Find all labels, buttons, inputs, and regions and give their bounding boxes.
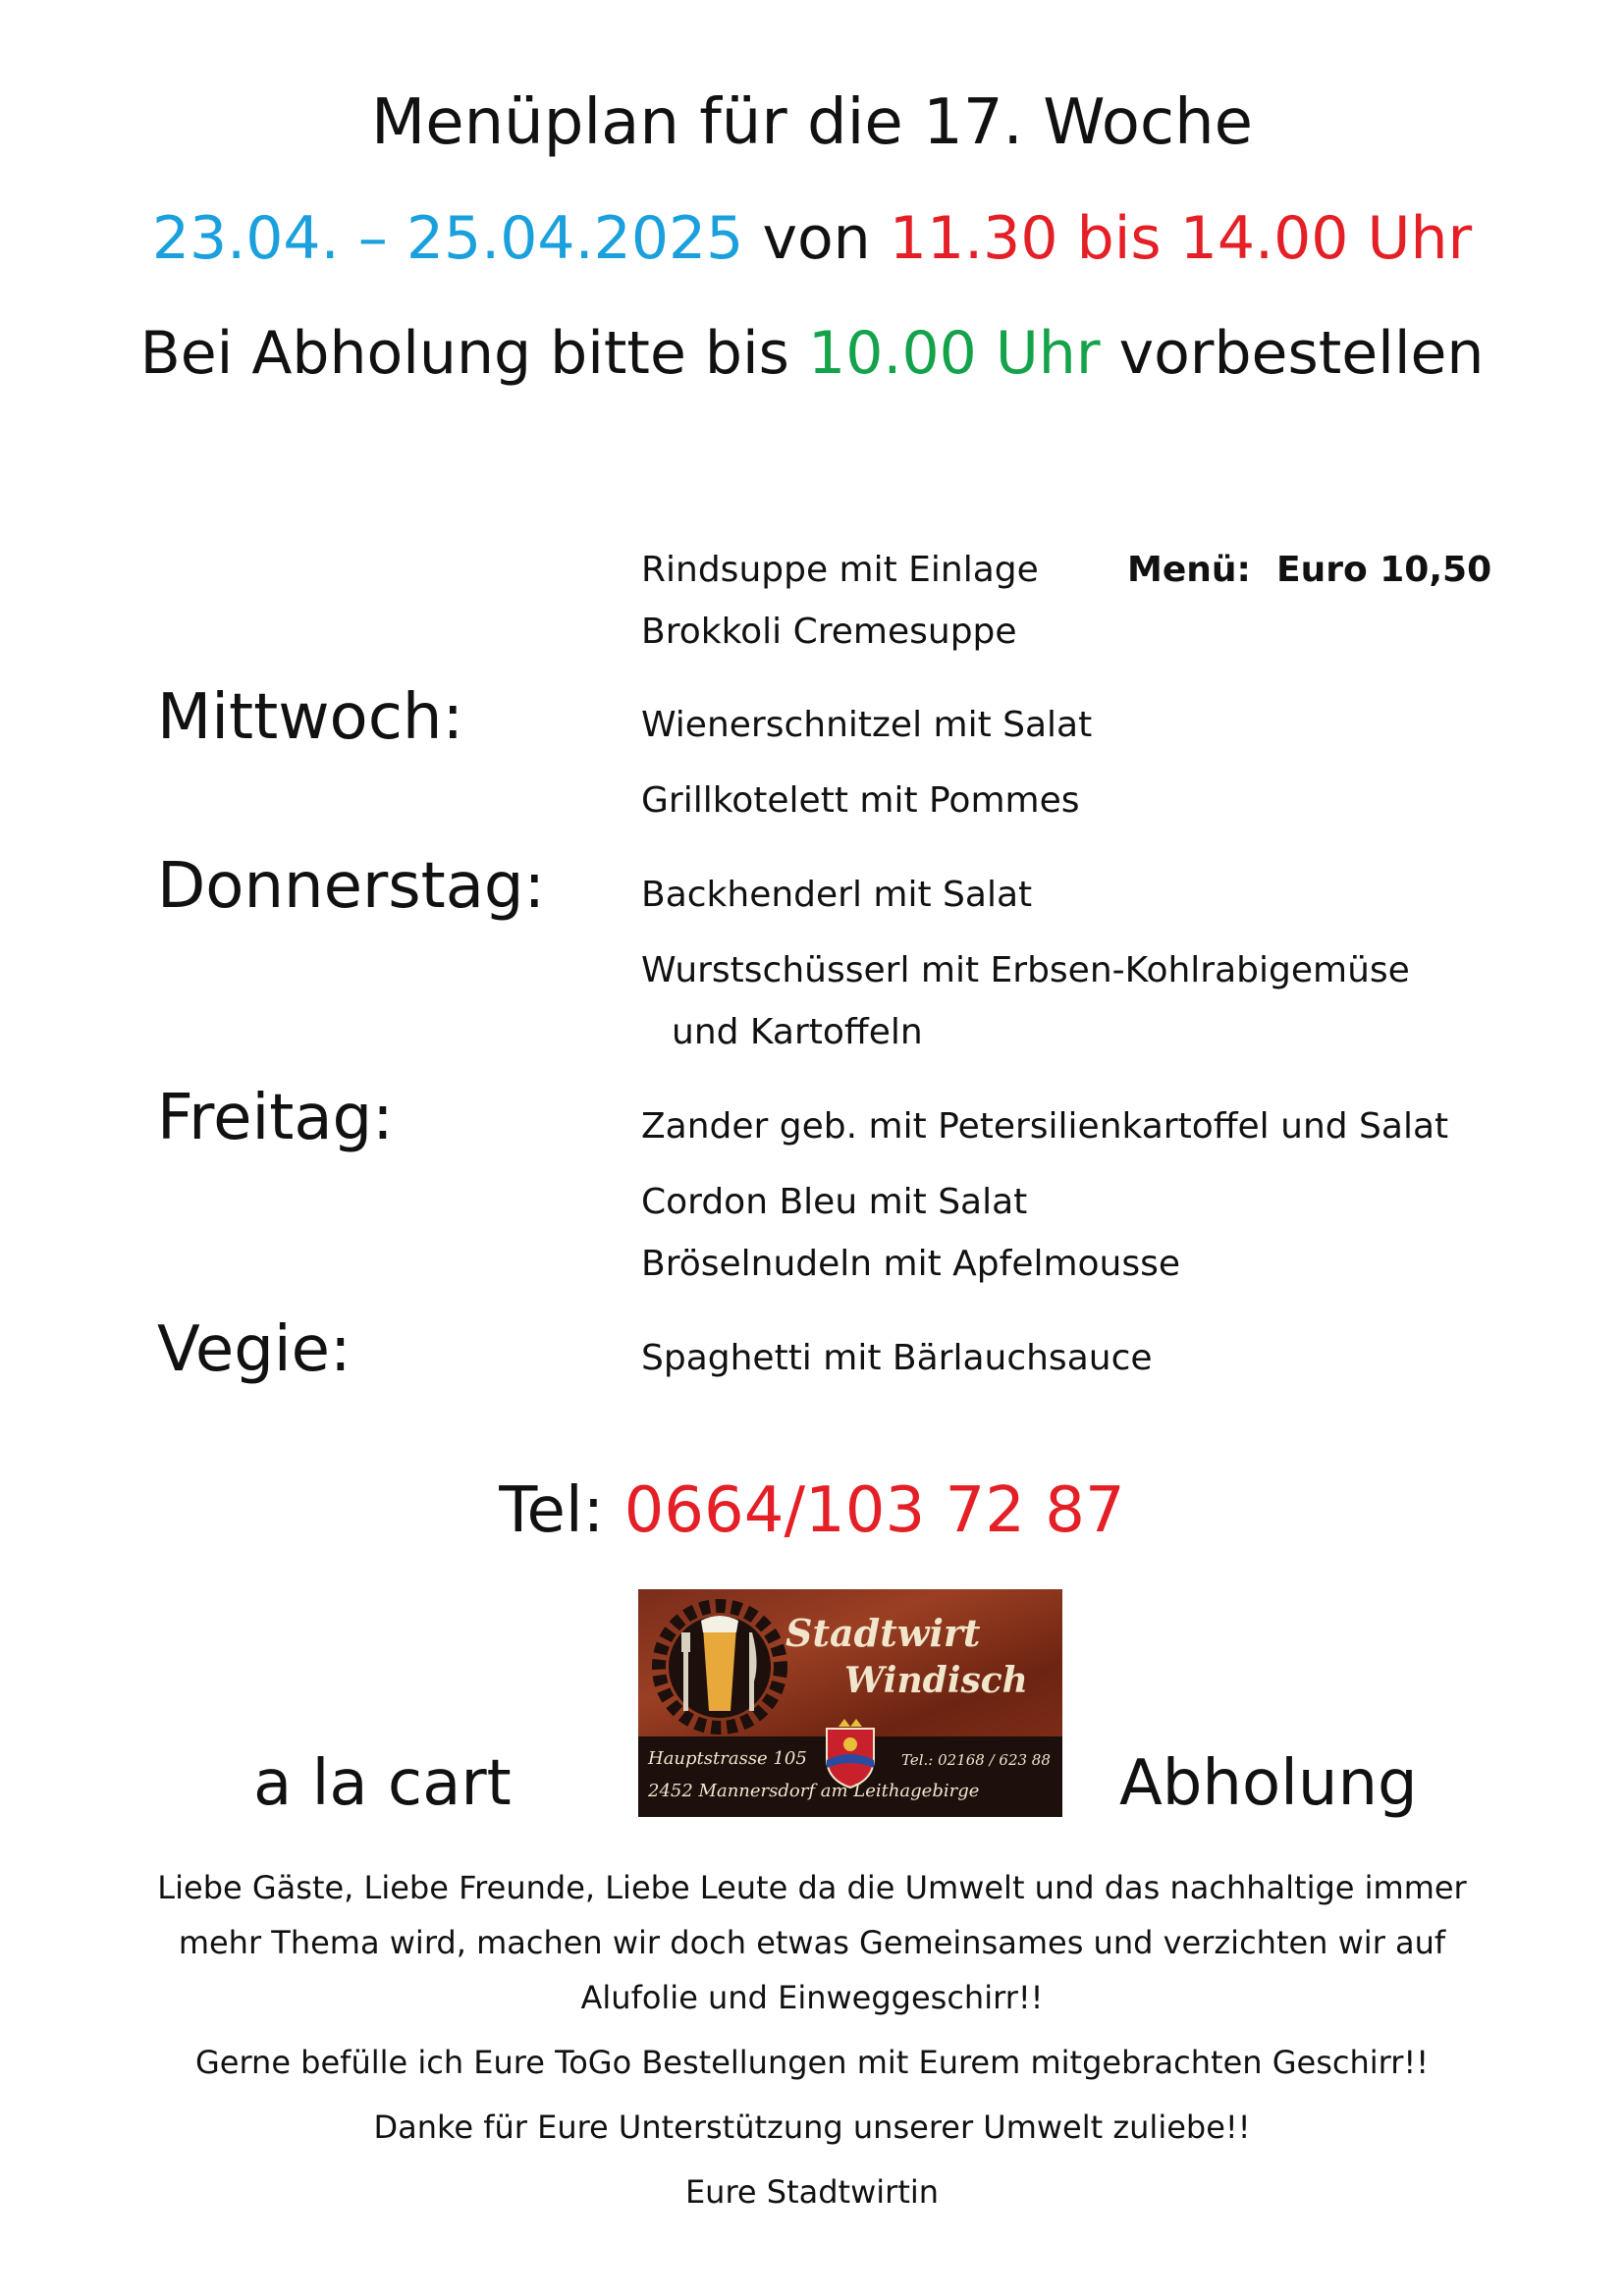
logo-line-2: Windisch <box>844 1660 1028 1701</box>
logo-address-2: 2452 Mannersdorf am Leithagebirge <box>648 1781 980 1801</box>
a-la-cart-label: a la cart <box>253 1747 512 1820</box>
message-line-2: mehr Thema wird, machen wir doch etwas Gemeinsames und verzichten wir auf <box>178 1924 1446 1961</box>
message-line-4: Gerne befülle ich Eure ToGo Bestellungen mit Eurem mitgebrachten Geschirr!! <box>194 2044 1430 2081</box>
date-range: 23.04. – 25.04.2025 <box>151 204 744 273</box>
dish-donnerstag-3: und Kartoffeln <box>672 1012 923 1052</box>
day-donnerstag: Donnerstag: <box>157 850 546 923</box>
message-line-3: Alufolie und Einweggeschirr!! <box>580 1979 1044 2016</box>
logo-line-1: Stadtwirt <box>785 1611 981 1655</box>
page-title: Menüplan für die 17. Woche <box>370 86 1254 159</box>
abholung-label: Abholung <box>1119 1747 1418 1820</box>
soup-2: Brokkoli Cremesuppe <box>641 612 1017 652</box>
logo-address-1: Hauptstrasse 105 <box>648 1748 807 1769</box>
dish-donnerstag-2: Wurstschüsserl mit Erbsen-Kohlrabigemüse <box>641 950 1410 990</box>
signature: Eure Stadtwirtin <box>684 2173 940 2211</box>
preorder-prefix: Bei Abholung bitte bis <box>139 319 789 388</box>
phone-number: 0664/103 72 87 <box>623 1474 1125 1547</box>
dish-mittwoch-1: Wienerschnitzel mit Salat <box>641 705 1093 745</box>
dish-freitag-3: Bröselnudeln mit Apfelmousse <box>641 1244 1181 1284</box>
beer-glass-icon <box>646 1593 793 1740</box>
date-time-line <box>0 204 1624 273</box>
dish-mittwoch-2: Grillkotelett mit Pommes <box>641 780 1080 821</box>
dish-donnerstag-1: Backhenderl mit Salat <box>641 875 1033 915</box>
menu-price-label: Menü: <box>1127 550 1251 590</box>
phone-line <box>0 1474 1624 1547</box>
menu-price-value: Euro 10,50 <box>1276 550 1492 590</box>
day-freitag: Freitag: <box>157 1082 394 1154</box>
phone-label: Tel: <box>499 1474 605 1547</box>
preorder-line <box>0 319 1624 388</box>
preorder-time: 10.00 Uhr <box>808 319 1101 388</box>
preorder-suffix: vorbestellen <box>1118 319 1485 388</box>
time-range: 11.30 bis 14.00 Uhr <box>889 204 1473 273</box>
von-text: von <box>762 204 871 273</box>
dish-freitag-2: Cordon Bleu mit Salat <box>641 1182 1028 1222</box>
soup-1: Rindsuppe mit Einlage <box>641 550 1039 590</box>
restaurant-logo <box>638 1589 1062 1817</box>
message-line-5: Danke für Eure Unterstützung unserer Umwelt zuliebe!! <box>373 2109 1251 2146</box>
dish-freitag-1: Zander geb. mit Petersilienkartoffel und Salat <box>641 1106 1449 1147</box>
dish-vegie-1: Spaghetti mit Bärlauchsauce <box>641 1338 1153 1378</box>
day-vegie: Vegie: <box>157 1313 352 1386</box>
logo-tel: Tel.: 02168 / 623 88 <box>901 1751 1051 1769</box>
day-mittwoch: Mittwoch: <box>157 681 463 754</box>
coat-of-arms-icon <box>821 1719 880 1789</box>
message-line-1: Liebe Gäste, Liebe Freunde, Liebe Leute da die Umwelt und das nachhaltige immer <box>157 1869 1467 1906</box>
